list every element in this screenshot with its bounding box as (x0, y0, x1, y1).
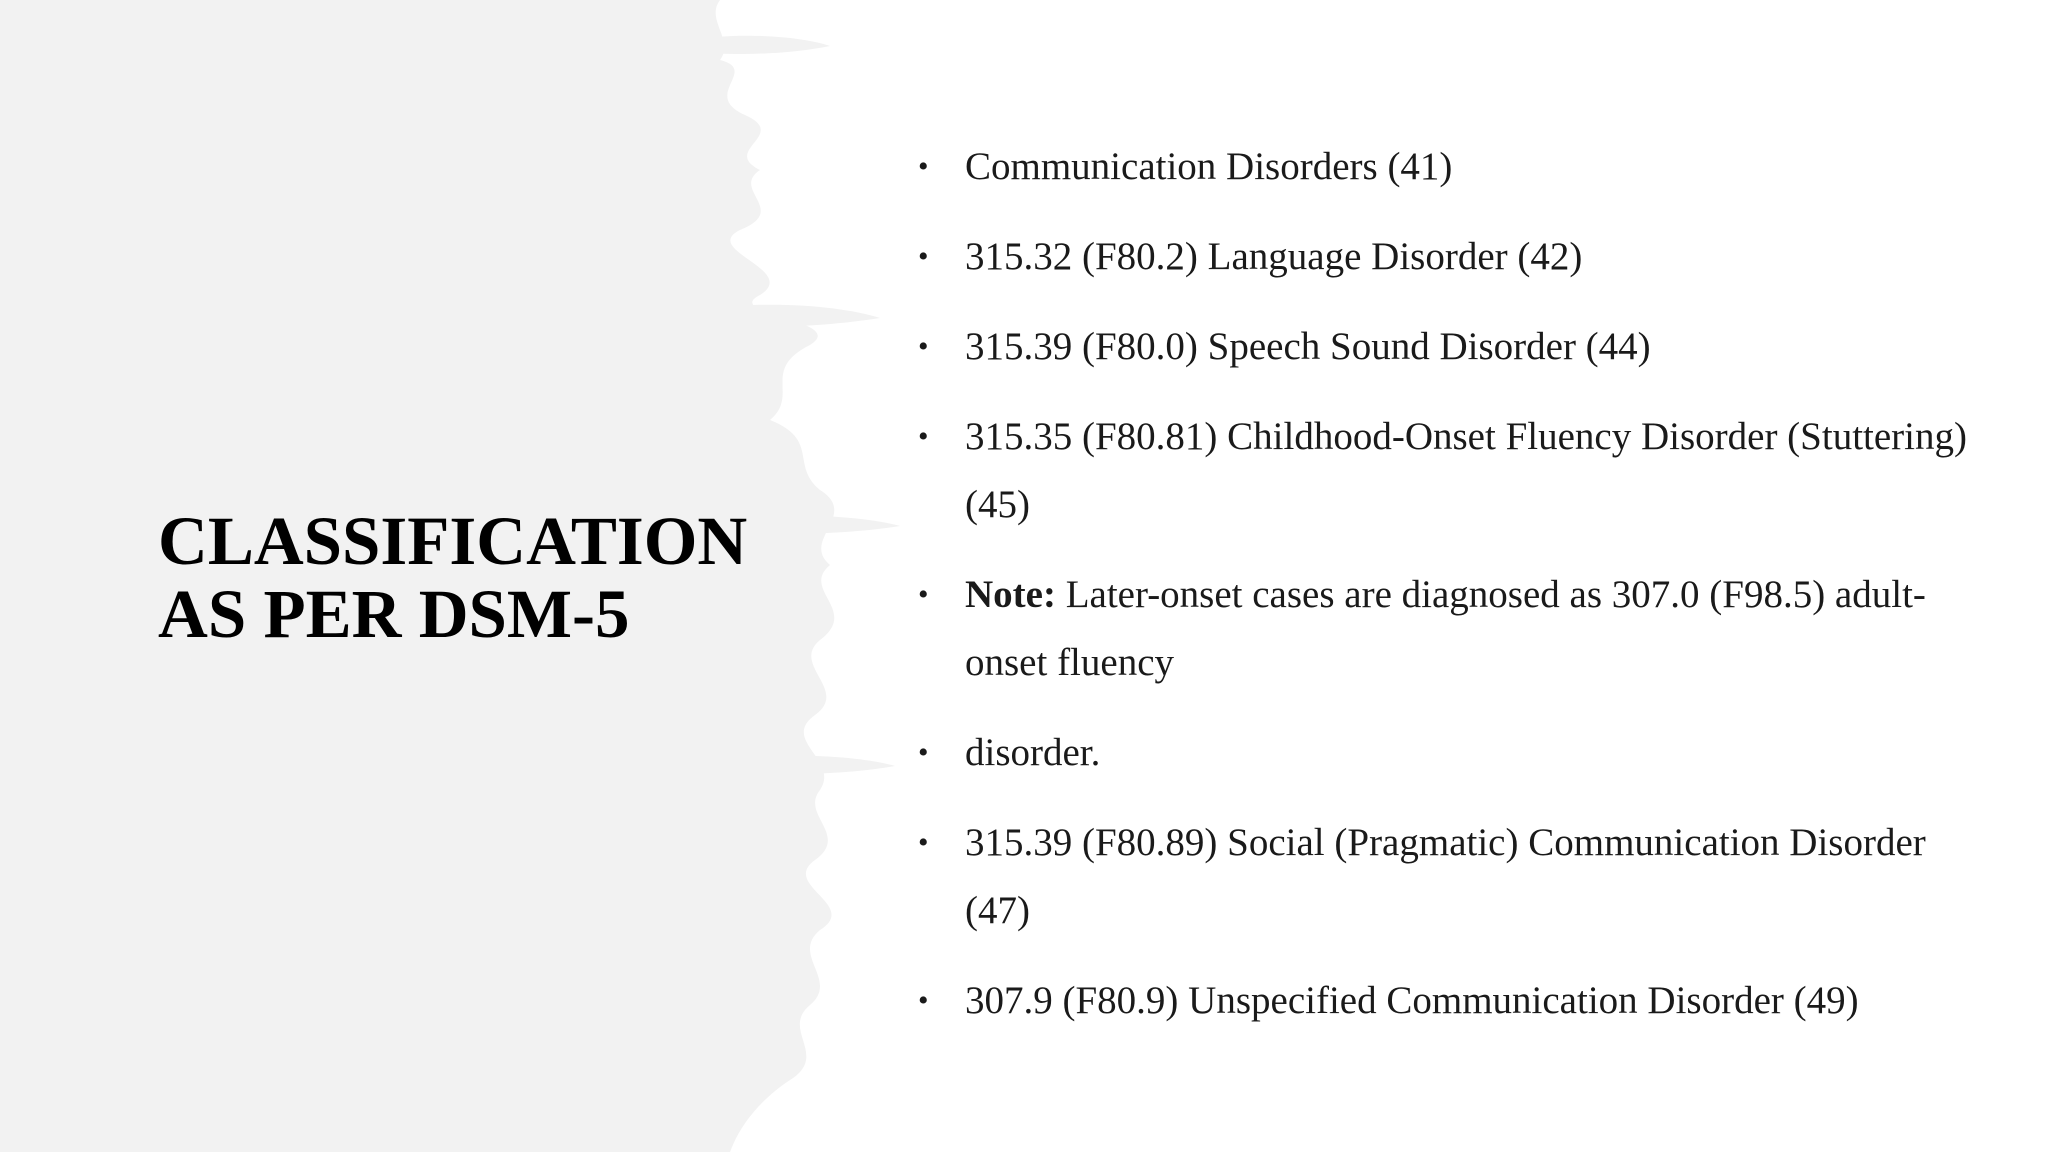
brush-stroke-streak-3 (730, 756, 895, 774)
note-label: Note: (965, 573, 1056, 616)
list-item-text: Communication Disorders (41) (965, 145, 1453, 188)
list-item-text: 315.39 (F80.89) Social (Pragmatic) Communication Disorder (47) (965, 821, 1926, 932)
list-item-text: 315.32 (F80.2) Language Disorder (42) (965, 235, 1583, 278)
bullet-icon: • (918, 736, 929, 769)
bullet-list (918, 133, 1998, 1057)
list-item (918, 809, 1998, 945)
list-item (918, 403, 1998, 539)
bullet-icon: • (918, 826, 929, 859)
bullet-icon: • (918, 984, 929, 1017)
list-item (918, 561, 1998, 697)
list-item (918, 133, 1998, 201)
brush-stroke-streak-1 (700, 305, 880, 328)
list-item-text: 315.39 (F80.0) Speech Sound Disorder (44) (965, 325, 1651, 368)
list-item (918, 967, 1998, 1035)
bullet-icon: • (918, 420, 929, 453)
list-item-text: disorder. (965, 731, 1101, 774)
slide-title (158, 505, 798, 651)
brush-stroke-streak-4 (690, 36, 830, 54)
slide-title-line-1: CLASSIFICATION (158, 503, 748, 579)
list-item (918, 313, 1998, 381)
list-item-text: 307.9 (F80.9) Unspecified Communication Disorder (49) (965, 979, 1859, 1022)
bullet-icon: • (918, 240, 929, 273)
list-item-text: 315.35 (F80.81) Childhood-Onset Fluency Disorder (Stuttering) (45) (965, 415, 1967, 526)
list-item-text: Later-onset cases are diagnosed as 307.0 (F98.5) adult-onset fluency (965, 573, 1926, 684)
bullet-icon: • (918, 150, 929, 183)
bullet-icon: • (918, 330, 929, 363)
bullet-icon: • (918, 578, 929, 611)
slide-title-line-2: AS PER DSM-5 (158, 576, 630, 652)
list-item (918, 719, 1998, 787)
list-item (918, 223, 1998, 291)
